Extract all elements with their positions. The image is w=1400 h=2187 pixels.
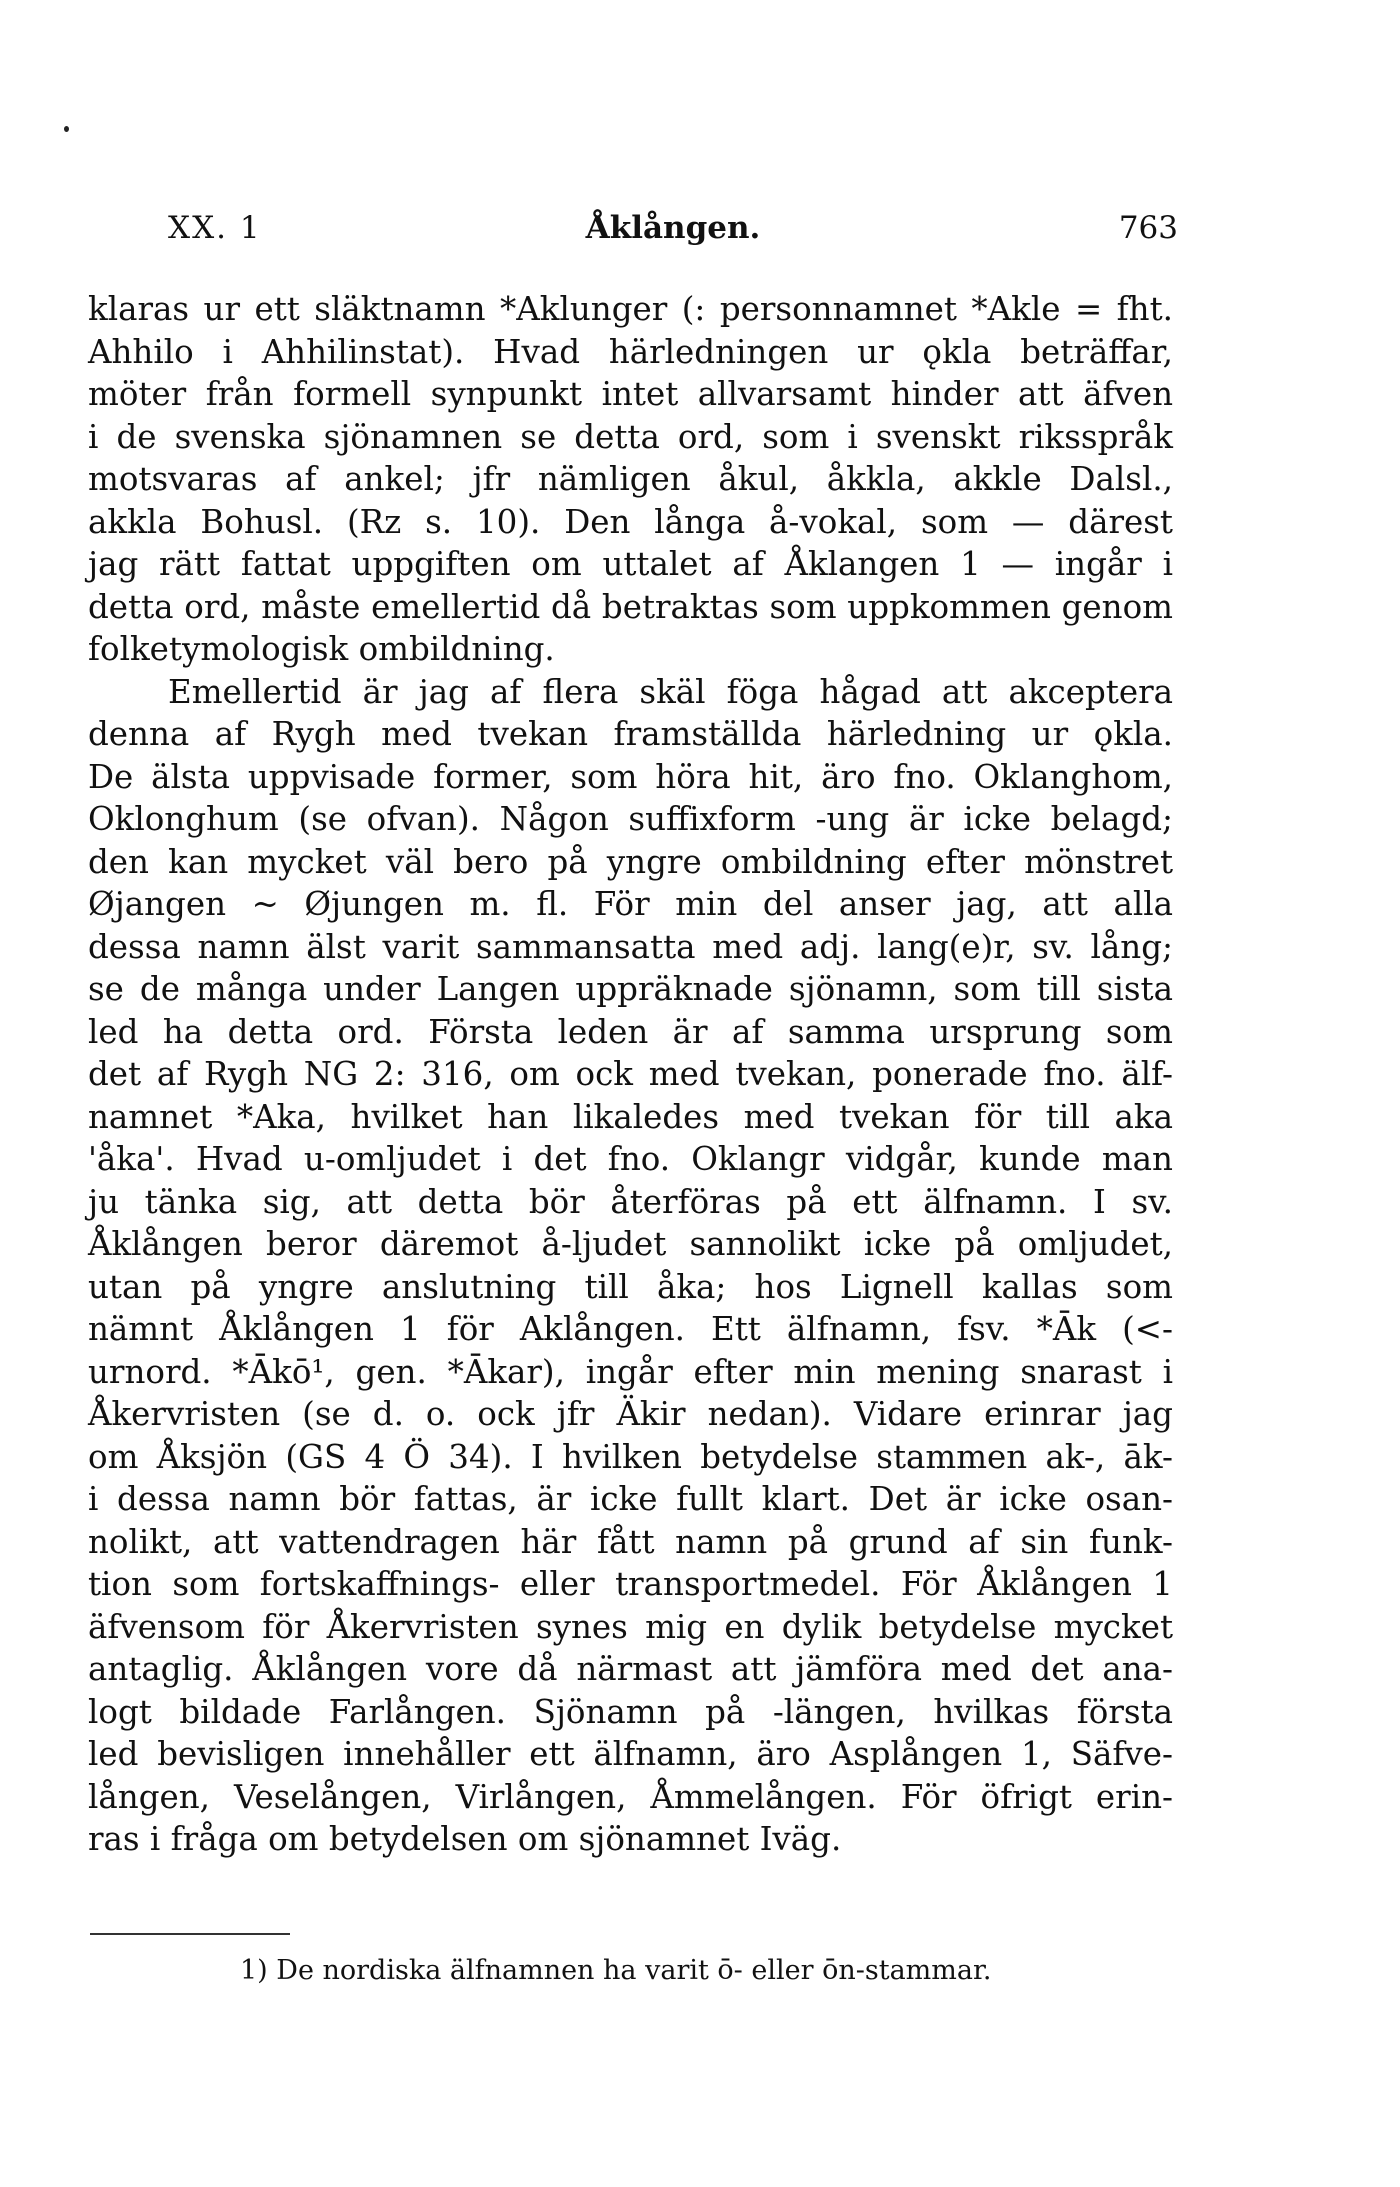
text-line: det af Rygh NG 2: 316, om ock med tvekan, ponerade fno. älf-: [88, 1055, 1173, 1093]
text-line: denna af Rygh med tvekan framställda härledning ur ǫkla.: [88, 715, 1173, 753]
text-line: motsvaras af ankel; jfr nämligen åkul, åkkla, akkle Dalsl.,: [88, 460, 1173, 498]
text-line: akkla Bohusl. (Rz s. 10). Den långa å-vokal, som — därest: [88, 502, 1173, 541]
footnote-rule: [90, 1933, 290, 1935]
text-line: jag rätt fattat uppgiften om uttalet af Åklangen 1 — ingår i: [88, 545, 1173, 583]
text-line: möter från formell synpunkt intet allvarsamt hinder att äfven: [88, 375, 1173, 413]
body-text: [88, 288, 1173, 1861]
text-line: Åkervristen (se d. o. ock jfr Äkir nedan). Vidare erinrar jag: [88, 1395, 1173, 1433]
section-number: XX. 1: [168, 210, 262, 246]
text-line: ju tänka sig, att detta bör återföras på ett älfnamn. I sv.: [88, 1182, 1173, 1221]
text-line: klaras ur ett släktnamn *Aklunger (: personnamnet *Akle = fht.: [88, 290, 1173, 328]
text-line: urnord. *Ākō¹, gen. *Ākar), ingår efter min mening snarast i: [88, 1352, 1173, 1391]
text-line: led ha detta ord. Första leden är af samma ursprung som: [88, 1012, 1173, 1051]
print-speck: [64, 126, 69, 132]
text-line: antaglig. Åklången vore då närmast att jämföra med det ana-: [88, 1650, 1173, 1688]
text-line: tion som fortskaffnings- eller transportmedel. För Åklången 1: [88, 1565, 1173, 1603]
text-line: äfvensom för Åkervristen synes mig en dylik betydelse mycket: [88, 1607, 1173, 1646]
text-line: folketymologisk ombildning.: [88, 630, 555, 668]
text-line: logt bildade Farlången. Sjönamn på -längen, hvilkas första: [88, 1692, 1173, 1731]
text-line: i de svenska sjönamnen se detta ord, som i svenskt riksspråk: [88, 417, 1173, 456]
running-title: Åklången.: [585, 210, 761, 246]
text-line: Åklången beror däremot å-ljudet sannolikt icke på omljudet,: [88, 1225, 1173, 1263]
text-line: utan på yngre anslutning till åka; hos Lignell kallas som: [88, 1267, 1173, 1306]
text-line: Emellertid är jag af flera skäl föga hågad att akceptera: [168, 672, 1173, 711]
page-number: 763: [1118, 210, 1178, 246]
text-line: Oklonghum (se ofvan). Någon suffixform -ung är icke belagd;: [88, 800, 1173, 838]
text-line: Øjangen ~ Øjungen m. fl. För min del anser jag, att alla: [88, 885, 1173, 923]
text-line: Ahhilo i Ahhilinstat). Hvad härledningen ur ǫkla beträffar,: [88, 332, 1173, 371]
text-line: se de många under Langen uppräknade sjönamn, som till sista: [88, 970, 1173, 1008]
text-line: ras i fråga om betydelsen om sjönamnet Iväg.: [88, 1820, 842, 1858]
text-line: i dessa namn bör fattas, är icke fullt klart. Det är icke osan-: [88, 1480, 1173, 1518]
text-line: namnet *Aka, hvilket han likaledes med tvekan för till aka: [88, 1097, 1173, 1136]
footnote: [240, 1955, 992, 1986]
footnote-text: De nordiska älfnamnen ha varit ō- eller ōn-stammar.: [267, 1955, 992, 1986]
text-line: detta ord, måste emellertid då betraktas som uppkommen genom: [88, 587, 1173, 626]
text-line: nämnt Åklången 1 för Aklången. Ett älfnamn, fsv. *Āk (<-: [88, 1310, 1173, 1348]
text-line: led bevisligen innehåller ett älfnamn, äro Asplången 1, Säfve-: [88, 1735, 1173, 1773]
text-line: De älsta uppvisade former, som höra hit, äro fno. Oklanghom,: [88, 757, 1173, 796]
text-line: om Åksjön (GS 4 Ö 34). I hvilken betydelse stammen ak-, āk-: [88, 1437, 1173, 1476]
text-line: nolikt, att vattendragen här fått namn på grund af sin funk-: [88, 1522, 1173, 1561]
running-header: [168, 210, 1178, 260]
text-line: lången, Veselången, Virlången, Åmmelången. För öfrigt erin-: [88, 1777, 1173, 1816]
footnote-marker: 1): [240, 1955, 268, 1986]
text-line: dessa namn älst varit sammansatta med adj. lang(e)r, sv. lång;: [88, 927, 1173, 966]
text-line: den kan mycket väl bero på yngre ombildning efter mönstret: [88, 842, 1173, 881]
text-line: 'åka'. Hvad u-omljudet i det fno. Oklangr vidgår, kunde man: [88, 1140, 1173, 1178]
